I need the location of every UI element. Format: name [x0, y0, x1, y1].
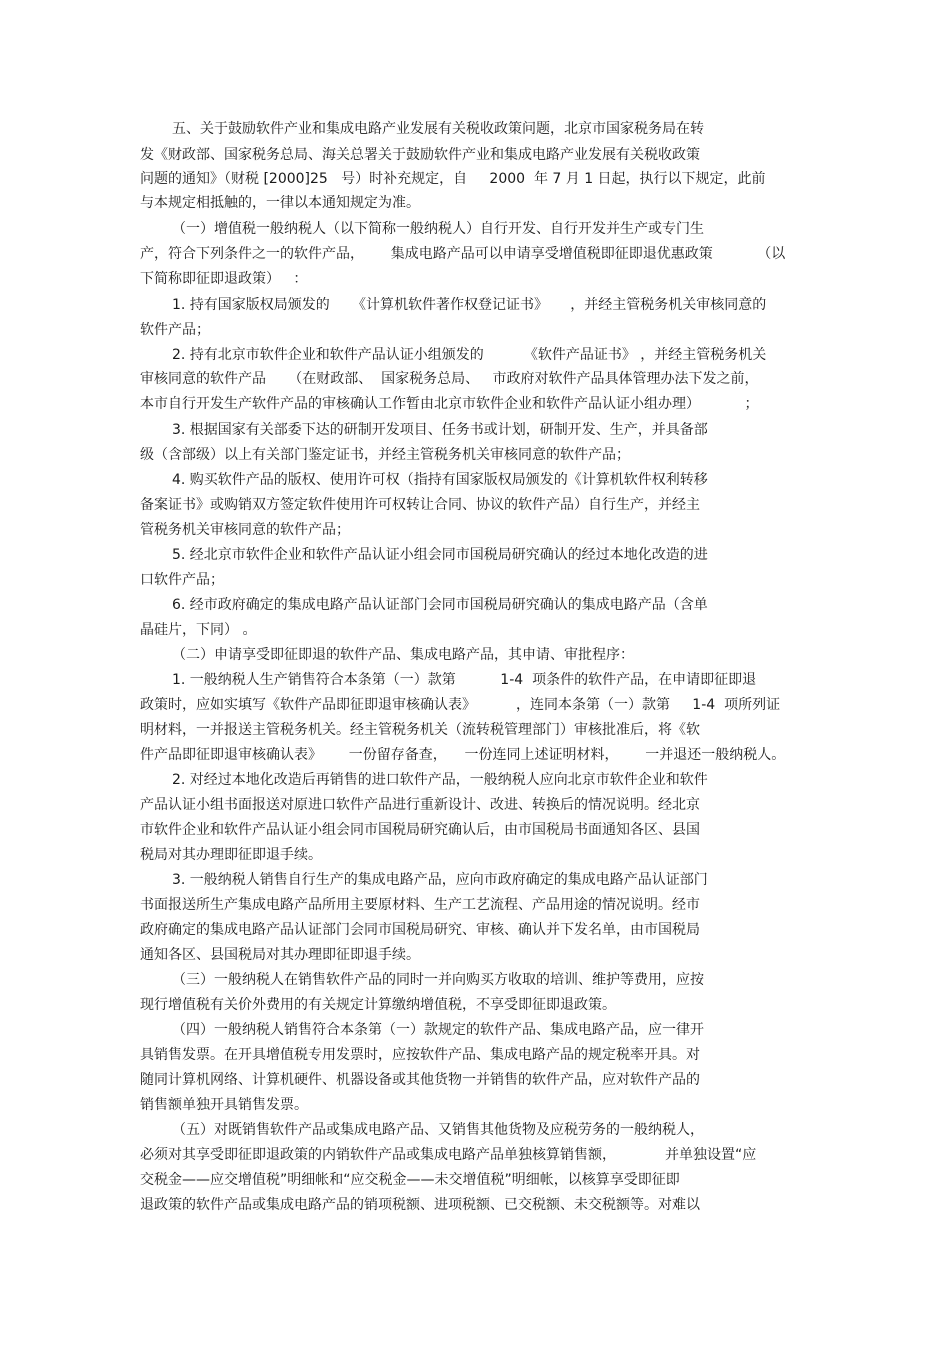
paragraph-line: （一）增值税一般纳税人（以下简称一般纳税人）自行开发、自行开发并生产或专门生: [172, 221, 704, 237]
paragraph-line: 本市自行开发生产软件产品的审核确认工作暂由北京市软件企业和软件产品认证小组办理） ；: [140, 396, 759, 412]
paragraph-line: 5. 经北京市软件企业和软件产品认证小组会同市国税局研究确认的经过本地化改造的进: [172, 547, 708, 563]
paragraph-line: 与本规定相抵触的，一律以本通知规定为准。: [140, 195, 420, 211]
paragraph-line: 晶硅片，下同） 。: [140, 622, 257, 638]
paragraph-line: （二）申请享受即征即退的软件产品、集成电路产品，其申请、审批程序：: [172, 647, 634, 663]
paragraph-line: 产，符合下列条件之一的软件产品， 集成电路产品可以申请享受增值税即征即退优惠政策 （以: [140, 246, 786, 262]
paragraph-line: 2. 持有北京市软件企业和软件产品认证小组颁发的 《软件产品证书》 ，并经主管税务机关: [172, 347, 767, 363]
paragraph-line: 件产品即征即退审核确认表》 一份留存备查， 一份连同上述证明材料， 一并退还一般纳税人。: [140, 747, 786, 763]
paragraph-line: 1. 一般纳税人生产销售符合本条第（一）款第 1-4 项条件的软件产品，在申请即征即退: [172, 672, 757, 688]
paragraph-line: 发《财政部、国家税务总局、海关总署关于鼓励软件产业和集成电路产业发展有关税收政策: [140, 147, 700, 163]
paragraph-line: 交税金——应交增值税”明细帐和“应交税金——未交增值税”明细帐，以核算享受即征即: [140, 1172, 680, 1188]
paragraph-line: （四）一般纳税人销售符合本条第（一）款规定的软件产品、集成电路产品，应一律开: [172, 1022, 704, 1038]
paragraph-line: 退政策的软件产品或集成电路产品的销项税额、进项税额、已交税额、未交税额等。对难以: [140, 1197, 700, 1213]
paragraph-line: 级（含部级）以上有关部门鉴定证书，并经主管税务机关审核同意的软件产品；: [140, 447, 630, 463]
paragraph-line: 2. 对经过本地化改造后再销售的进口软件产品，一般纳税人应向北京市软件企业和软件: [172, 772, 708, 788]
paragraph-line: 市软件企业和软件产品认证小组会同市国税局研究确认后，由市国税局书面通知各区、县国: [140, 822, 700, 838]
paragraph-line: 政府确定的集成电路产品认证部门会同市国税局研究、审核、确认并下发名单，由市国税局: [140, 922, 700, 938]
paragraph-line: 必须对其享受即征即退政策的内销软件产品或集成电路产品单独核算销售额， 并单独设置“应: [140, 1147, 757, 1163]
paragraph-line: 管税务机关审核同意的软件产品；: [140, 522, 350, 538]
paragraph-line: 明材料，一并报送主管税务机关。经主管税务机关（流转税管理部门）审核批准后，将《软: [140, 722, 700, 738]
paragraph-line: 软件产品；: [140, 322, 210, 338]
paragraph-line: 政策时，应如实填写《软件产品即征即退审核确认表》 ，连同本条第（一）款第 1-4 项所列证: [140, 697, 781, 713]
paragraph-line: 口软件产品；: [140, 572, 224, 588]
paragraph-line: 具销售发票。在开具增值税专用发票时，应按软件产品、集成电路产品的规定税率开具。对: [140, 1047, 700, 1063]
paragraph-line: 审核同意的软件产品 （在财政部、 国家税务总局、 市政府对软件产品具体管理办法下发之前，: [140, 371, 759, 387]
paragraph-line: 产品认证小组书面报送对原进口软件产品进行重新设计、改进、转换后的情况说明。经北京: [140, 797, 700, 813]
paragraph-line: 备案证书》或购销双方签定软件使用许可权转让合同、协议的软件产品）自行生产，并经主: [140, 497, 700, 513]
paragraph-line: 3. 一般纳税人销售自行生产的集成电路产品，应向市政府确定的集成电路产品认证部门: [172, 872, 708, 888]
paragraph-line: 随同计算机网络、计算机硬件、机器设备或其他货物一并销售的软件产品，应对软件产品的: [140, 1072, 700, 1088]
paragraph-line: 3. 根据国家有关部委下达的研制开发项目、任务书或计划，研制开发、生产，并具备部: [172, 422, 708, 438]
paragraph-line: 销售额单独开具销售发票。: [140, 1097, 308, 1113]
paragraph-line: 五、关于鼓励软件产业和集成电路产业发展有关税收政策问题，北京市国家税务局在转: [172, 121, 704, 137]
paragraph-line: 通知各区、县国税局对其办理即征即退手续。: [140, 947, 420, 963]
paragraph-line: 4. 购买软件产品的版权、使用许可权（指持有国家版权局颁发的《计算机软件权利转移: [172, 472, 708, 488]
paragraph-line: （五）对既销售软件产品或集成电路产品、又销售其他货物及应税劳务的一般纳税人，: [172, 1122, 704, 1138]
paragraph-line: 1. 持有国家版权局颁发的 《计算机软件著作权登记证书》 ，并经主管税务机关审核同意的: [172, 297, 767, 313]
paragraph-line: 问题的通知》（财税 [2000]25 号）时补充规定，自 2000 年 7 月 1 日起，执行以下规定，此前: [140, 171, 766, 187]
paragraph-line: 书面报送所生产集成电路产品所用主要原材料、生产工艺流程、产品用途的情况说明。经市: [140, 897, 700, 913]
paragraph-line: 现行增值税有关价外费用的有关规定计算缴纳增值税，不享受即征即退政策。: [140, 997, 616, 1013]
paragraph-line: 下简称即征即退政策） ：: [140, 271, 308, 287]
paragraph-line: 6. 经市政府确定的集成电路产品认证部门会同市国税局研究确认的集成电路产品（含单: [172, 597, 708, 613]
paragraph-line: 税局对其办理即征即退手续。: [140, 847, 322, 863]
paragraph-line: （三）一般纳税人在销售软件产品的同时一并向购买方收取的培训、维护等费用，应按: [172, 972, 704, 988]
